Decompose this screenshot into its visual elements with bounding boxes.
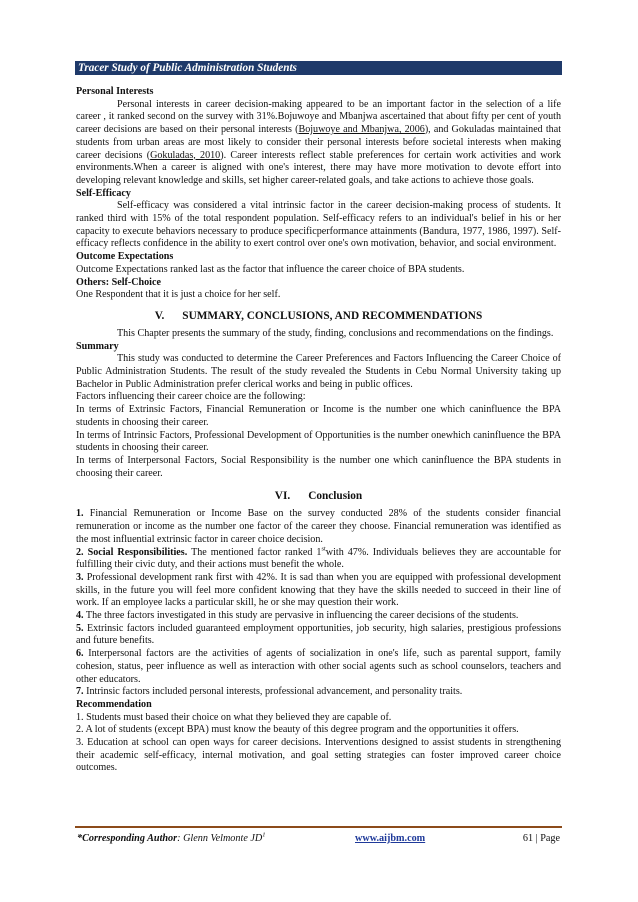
section-heading-v [76,310,561,323]
section-title: Conclusion [308,490,363,503]
paragraph-intrinsic: In terms of Intrinsic Factors, Professional Development of Opportunities is the number onewhich caninfluence the BPA students in choosing their career. [76,429,561,454]
section-heading-vi [76,490,561,503]
item-number: 6. [76,648,84,660]
item-text: Intrinsic factors included personal interests, professional advancement, and personality traits. [86,686,463,698]
recommendation-item-2: 2. A lot of students (except BPA) must know the beauty of this degree program and the opportunities it offers. [76,724,519,736]
author-label: *Corresponding Author [77,833,178,844]
conclusion-item-5 [76,623,561,648]
author-name: : Glenn Velmonte JD [177,833,263,844]
paragraph-self-efficacy: Self-efficacy was considered a vital intrinsic factor in the career decision-making process of students. It ranked third with 15% of the total respondent population. Self-efficacy refers to an individual's belief in his or her capacity to execute behaviors necessary to produce specificperformance attainments (Bandura, 1977, 1986, 1997). Self-efficacy reflects confidence in the ability to exert control over one's own motivation, behavior, and social environment. [76,200,561,250]
author-superscript: 1 [262,831,266,839]
journal-website-link[interactable]: www.aijbm.com [355,833,426,844]
conclusion-item-3 [76,572,561,610]
text-run: ), and Gokuladas maintained that students from urban areas are most likely to consider their personal interests before societal interests when making career decisions ( [76,124,562,161]
page-footer [75,826,562,844]
text-run: ). Career interests reflect stable preferences for certain work activities and work environments.When a career is aligned with one's interest, there may have more motivation to devote effort into developing relevant knowledge and skills, set higher career-related goals, and take actions to achieve those goals. [76,149,561,186]
conclusion-item-7 [76,686,561,699]
paragraph-summary: This study was conducted to determine the Career Preferences and Factors Influencing the Career Choice of Public Administration Students. The result of the study revealed the Students in Cebu Normal University taking up Bachelor in Public Administration prefer clerical works and being in public offices. [76,353,561,390]
conclusion-item-1 [76,508,561,546]
section-number: V. [154,309,165,322]
heading-summary: Summary [76,340,119,352]
item-text: Professional development rank first with 42%. It is sad than when you are equipped with professional development skills, in the future you will feel more confident knowing that they have the skills needed to succeed in their line of work. If an employee lacks a particular skill, he or she may question their work. [76,571,561,609]
page-number: 61 | Page [522,833,560,844]
item-bold-lead: Social Responsibilities. [87,546,188,558]
item-number: 4. [76,610,84,622]
heading-personal-interests: Personal Interests [76,86,154,97]
recommendation-item-1: 1. Students must based their choice on what they believed they are capable of. [76,711,392,723]
paragraph-chapter-intro: This Chapter presents the summary of the study, finding, conclusions and recommendations on the findings. [117,327,554,339]
recommendation-item-3: 3. Education at school can open ways for career decisions. Interventions designed to assist students in strengthening their academic self-efficacy, internal motivation, and goal setting strategies can foster improved career choice outcomes. [76,737,561,774]
section-title: SUMMARY, CONCLUSIONS, AND RECOMMENDATIONS [182,309,483,322]
page-body [76,86,561,775]
paragraph-others: One Respondent that it is just a choice for her self. [76,289,281,301]
paragraph-extrinsic: In terms of Extrinsic Factors, Financial Remuneration or Income is the number one which caninfluence the BPA students in choosing their career. [76,404,561,428]
heading-outcome-expectations: Outcome Expectations [76,251,174,263]
item-text: Extrinsic factors included guaranteed employment opportunities, job security, high salaries, prestigious professions and future benefits. [76,622,561,647]
paragraph-personal-interests [76,99,561,188]
running-header: Tracer Study of Public Administration Students [75,61,562,75]
paragraph-outcome-expectations: Outcome Expectations ranked last as the factor that influence the career choice of BPA students. [76,263,465,275]
paragraph-interpersonal: In terms of Interpersonal Factors, Social Responsibility is the number one which caninfluence the BPA students in choosing their career. [76,454,561,479]
corresponding-author [77,832,266,845]
item-text: with 47%. Individuals believes they are accountable for fulfilling their civic duty, and their actions must benefit the whole. [76,546,561,571]
section-number: VI. [274,490,291,503]
conclusion-item-4 [76,610,561,623]
conclusion-item-6 [76,648,561,686]
item-text: Financial Remuneration or Income Base on the survey conducted 28% of the students consider financial remuneration or income as the number one factor of the career they choose. Financial remuneration was identified as the most influential extrinsic factor in career choice decision. [76,508,561,545]
item-number: 2. [76,546,84,558]
item-number: 3. [76,571,84,583]
item-text: The three factors investigated in this study are pervasive in influencing the career decisions of the students. [85,610,519,622]
item-number: 5. [76,622,84,634]
heading-self-efficacy: Self-Efficacy [76,187,131,199]
item-number: 1. [76,508,84,520]
ordinal-superscript: st [321,545,326,553]
heading-recommendation: Recommendation [76,698,152,710]
conclusion-item-2 [76,547,561,572]
heading-others: Others: Self-Choice [76,276,161,288]
paragraph-factors-intro: Factors influencing their career choice are the following: [76,391,306,403]
citation-link-bojuwoye[interactable]: Bojuwoye and Mbanjwa, 2006 [298,124,425,136]
text-run: Personal interests in career decision-making appeared to be an important factor in the selection of a life career , it ranked second on the survey with 31%.Bojuwoye and Mbanjwa ascertained that about fifty per cent of youth career decisions are based on their personal interests ( [76,98,561,136]
item-text: Interpersonal factors are the activities of agents of socialization in one's life, such as parental support, family cohesion, status, peer influence as well as interaction with other social agents such as school counselors, teachers and other educators. [76,648,561,685]
citation-link-gokuladas[interactable]: Gokuladas, 2010 [150,149,221,161]
item-number: 7. [76,686,84,698]
item-text: The mentioned factor ranked 1 [191,546,322,558]
